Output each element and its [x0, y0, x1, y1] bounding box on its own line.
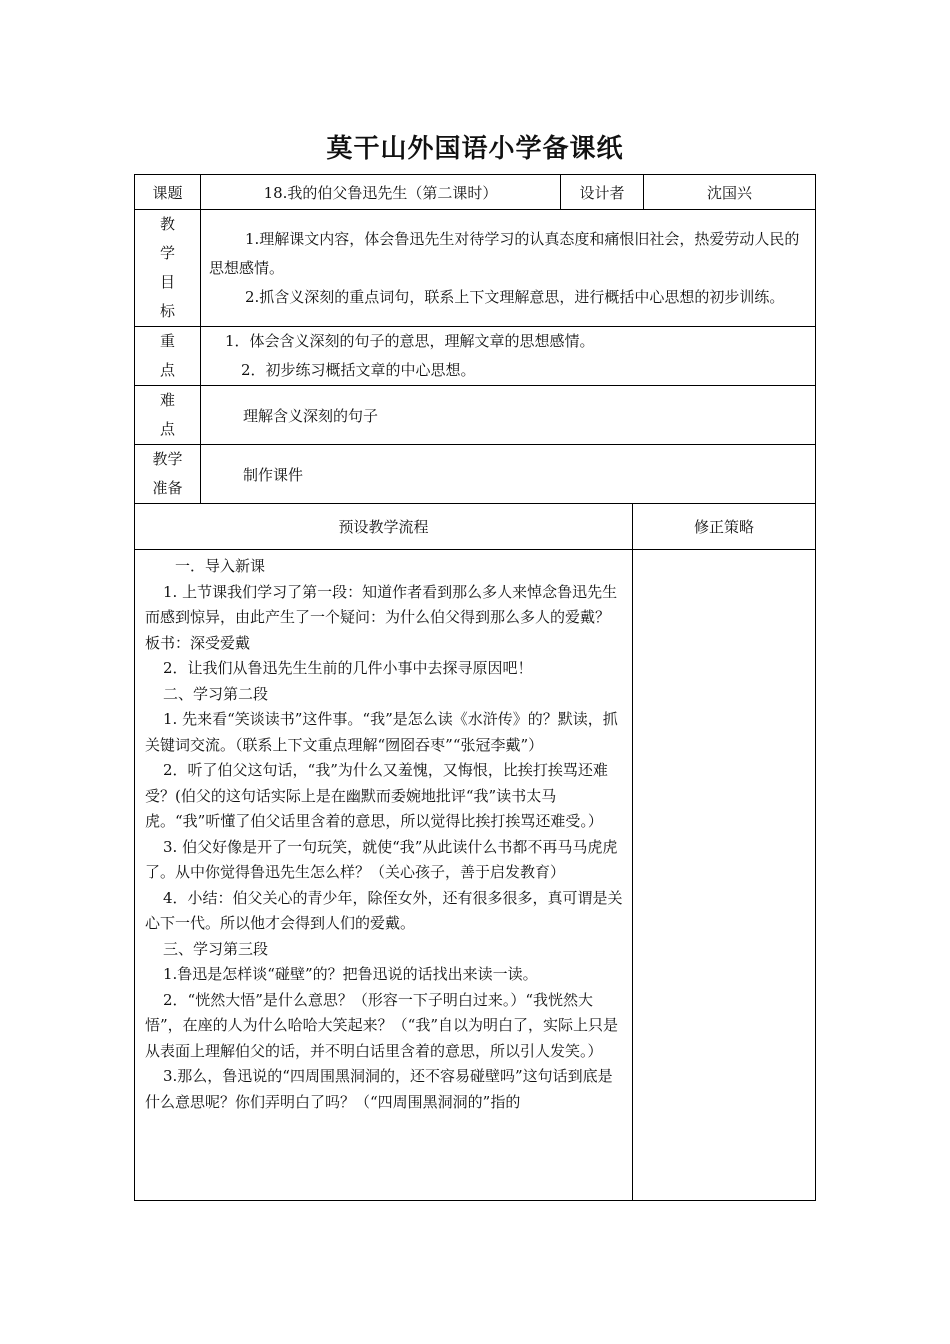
difficulty-label: 难 点: [135, 386, 201, 445]
flow-item: 1. 先来看“笑谈读书”这件事。“我”是怎么读《水浒传》的？默读，抓关键词交流。（联系上下文重点理解“囫囵吞枣”“张冠李戴”）: [145, 710, 618, 754]
flow-item: 2．“恍然大悟”是什么意思？（形容一下子明白过来。）“我恍然大悟”，在座的人为什么哈哈大笑起来？（“我”自以为明白了，实际上只是从表面上理解伯父的话，并不明白话里含着的意思，所以引人发笑。）: [145, 990, 619, 1060]
preparation-content: 制作课件: [201, 445, 816, 504]
topic-row: [135, 175, 816, 210]
teaching-flow: [135, 550, 633, 1201]
designer-label: 设计者: [561, 175, 644, 210]
goal-item: 2.抓含义深刻的重点词句，联系上下文理解意思，进行概括中心思想的初步训练。: [245, 287, 785, 306]
flow-item: 1. 上节课我们学习了第一段：知道作者看到那么多人来悼念鲁迅先生而感到惊异，由此产生了一个疑问：为什么伯父得到那么多人的爱戴？板书：深受爱戴: [145, 582, 618, 652]
key-point-item: 2．初步练习概括文章的中心思想。: [241, 361, 476, 379]
topic-value: 18.我的伯父鲁迅先生（第二课时）: [201, 175, 561, 210]
difficulty-content: 理解含义深刻的句子: [201, 386, 816, 445]
process-header-row: [135, 504, 816, 550]
flow-header: 预设教学流程: [135, 504, 633, 550]
key-points-row: [135, 327, 816, 386]
goals-row: [135, 210, 816, 327]
goal-item: 1.理解课文内容，体会鲁迅先生对待学习的认真态度和痛恨旧社会，热爱劳动人民的思想感情。: [209, 229, 800, 277]
revision-notes: [633, 550, 816, 1201]
flow-heading: 一．导入新课: [175, 557, 266, 575]
key-points-label: 重 点: [135, 327, 201, 386]
revise-header: 修正策略: [633, 504, 816, 550]
topic-label: 课题: [135, 175, 201, 210]
goals-content: [201, 210, 816, 327]
preparation-row: [135, 445, 816, 504]
key-points-content: [201, 327, 816, 386]
document-title: 莫干山外国语小学备课纸: [326, 134, 624, 164]
preparation-label: 教学 准备: [135, 445, 201, 504]
goals-label: 教 学 目 标: [135, 210, 201, 327]
flow-heading: 三、学习第三段: [163, 939, 269, 958]
flow-item: 2．听了伯父这句话，“我”为什么又羞愧，又悔恨，比挨打挨骂还难受？(伯父的这句话实际上是在幽默而委婉地批评“我”读书太马虎。“我”听懂了伯父话里含着的意思，所以觉得比挨打挨骂还难受。）: [145, 761, 608, 830]
key-point-item: 1．体会含义深刻的句子的意思，理解文章的思想感情。: [225, 332, 595, 350]
flow-item: 2．让我们从鲁迅先生生前的几件小事中去探寻原因吧！: [163, 659, 533, 677]
lesson-plan-table: [134, 174, 815, 1201]
process-body-row: [135, 550, 816, 1201]
flow-item: 3.那么，鲁迅说的“四周围黑洞洞的，还不容易碰壁吗”这句话到底是什么意思呢？你们弄明白了吗？（“四周围黑洞洞的”指的: [145, 1067, 613, 1111]
difficulty-row: [135, 386, 816, 445]
flow-item: 3. 伯父好像是开了一句玩笑，就使“我”从此读什么书都不再马马虎虎了。从中你觉得鲁迅先生怎么样？（关心孩子，善于启发教育）: [145, 837, 618, 881]
flow-item: 1.鲁迅是怎样谈“碰壁”的？把鲁迅说的话找出来读一读。: [163, 965, 538, 983]
flow-heading: 二、学习第二段: [163, 684, 269, 703]
flow-item: 4．小结：伯父关心的青少年，除侄女外，还有很多很多，真可谓是关心下一代。所以他才会得到人们的爱戴。: [145, 888, 623, 932]
designer-value: 沈国兴: [644, 175, 816, 210]
